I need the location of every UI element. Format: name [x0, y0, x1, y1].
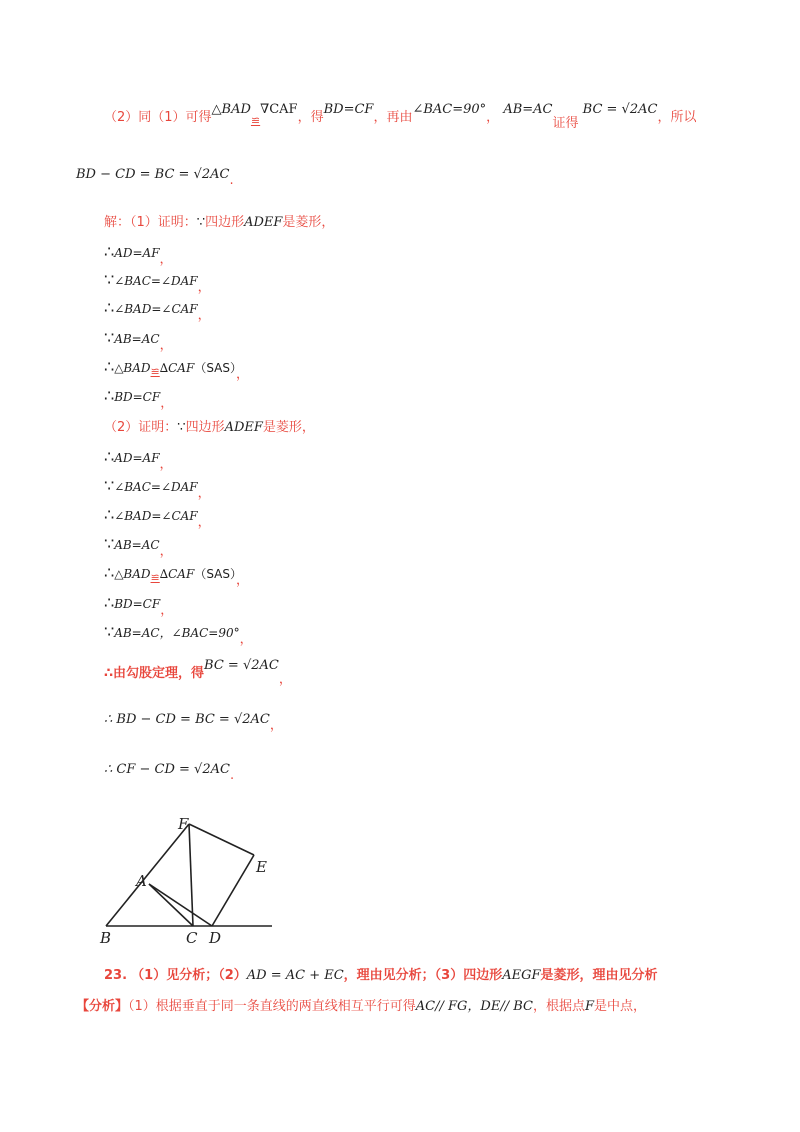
text: ，得 [297, 110, 324, 125]
math-bc-root2ac: BC = √2AC [582, 102, 658, 117]
because-symbol: ∵ [104, 622, 115, 641]
label-d: D [209, 929, 222, 947]
congruent-symbol: ≌ [250, 114, 261, 127]
math-triangle-bad: △BAD [211, 102, 251, 117]
math-bc-root2ac: BC = √2AC [204, 658, 279, 673]
label-b: B [100, 929, 112, 947]
math: AB=AC [114, 332, 160, 346]
segment-a-d [149, 884, 212, 926]
text: （1）见分析；（2） [131, 968, 247, 983]
label-f: F [178, 815, 189, 833]
math-ab-ac: AB=AC [503, 102, 553, 117]
math: △BAD [114, 361, 151, 375]
period: . [229, 173, 234, 188]
therefore-symbol: ∴ [104, 447, 115, 466]
segment-f-e [189, 824, 254, 855]
math: ∠BAC=∠DAF [114, 480, 198, 494]
because-symbol: ∵ [177, 420, 186, 435]
comma: ， [159, 252, 173, 267]
math: ∆CAF [159, 567, 195, 581]
label-a: A [136, 872, 147, 890]
math-parallel: AC// FG，DE// BC [415, 999, 533, 1014]
math: ∠BAD=∠CAF [114, 302, 198, 316]
math-cat: ∇CAF [260, 102, 298, 117]
text: 四边形 [205, 215, 245, 230]
comma: ， [269, 718, 283, 733]
math: ∆CAF [159, 361, 195, 375]
text: ∴由勾股定理，得 [104, 666, 205, 681]
comma: ， [235, 573, 249, 588]
math-adef: ADEF [224, 420, 263, 435]
math: AB=AC [114, 538, 160, 552]
therefore-symbol: ∴ [104, 357, 115, 376]
math: ∠BAD=∠CAF [114, 509, 198, 523]
math-f: F [585, 999, 595, 1014]
math: AB=AC，∠BAC=90° [114, 626, 240, 640]
sas-label: （SAS） [194, 361, 236, 375]
segment-e-d [212, 855, 254, 926]
comma: ， [159, 457, 173, 472]
math-bd-cd-bc: ∴ BD − CD = BC = √2AC [104, 712, 270, 727]
text: ，再由 [373, 110, 413, 125]
math: BD=CF [114, 390, 161, 404]
congruent-symbol: ≌ [150, 571, 160, 584]
math: AD=AF [114, 451, 160, 465]
analysis-line [76, 997, 646, 1017]
math: ∠BAC=∠DAF [114, 274, 198, 288]
text: 是菱形， [262, 420, 315, 435]
text: ，理由见分析；（3）四边形 [343, 968, 503, 983]
comma: ， [160, 603, 174, 618]
comma: ， [278, 672, 292, 687]
math-aegf: AEGF [502, 968, 541, 983]
therefore-symbol: ∴ [104, 298, 115, 317]
comma: ， [197, 515, 211, 530]
comma: ， [239, 632, 253, 647]
because-symbol: ∵ [104, 328, 115, 347]
because-symbol: ∵ [104, 476, 115, 495]
therefore-symbol: ∴ [104, 242, 115, 261]
comma: ， [159, 338, 173, 353]
text: 解：（1）证明： [104, 215, 197, 230]
math-bd-cf: BD=CF [323, 102, 374, 117]
math: △BAD [114, 567, 151, 581]
because-symbol: ∵ [104, 534, 115, 553]
text: 是菱形，理由见分析 [540, 968, 658, 983]
math-angle-bac: ∠BAC=90° [412, 102, 487, 117]
segment-a-c [149, 884, 193, 926]
because-symbol: ∵ [104, 270, 115, 289]
text: 是中点， [594, 999, 647, 1014]
therefore-symbol: ∴ [104, 593, 115, 612]
period: . [229, 768, 235, 783]
text: 四边形 [185, 420, 225, 435]
text: ，所以 [657, 110, 697, 125]
label-e: E [256, 858, 267, 876]
because-symbol: ∵ [196, 215, 206, 230]
math-ad-ac-ec: AD = AC + EC [246, 968, 344, 983]
math: BD=CF [114, 597, 161, 611]
text: ， [486, 110, 500, 125]
comma: ， [160, 396, 174, 411]
comma: ， [197, 308, 211, 323]
therefore-symbol: ∴ [104, 505, 115, 524]
comma: ， [197, 486, 211, 501]
text: （2）证明： [104, 420, 178, 435]
text: 是菱形， [282, 215, 335, 230]
congruent-symbol: ≌ [150, 365, 160, 378]
comma: ， [235, 367, 249, 382]
math: AD=AF [114, 246, 160, 260]
q23-answer [104, 966, 658, 986]
label-c: C [186, 929, 198, 947]
therefore-symbol: ∴ [104, 563, 115, 582]
comma: ， [197, 280, 211, 295]
therefore-symbol: ∴ [104, 386, 115, 405]
math-cf-cd: ∴ CF − CD = √2AC [104, 762, 230, 777]
comma: ， [159, 544, 173, 559]
math-adef: ADEF [244, 215, 283, 230]
text: （2）同（1）可得 [104, 110, 212, 125]
text: 证得 [552, 116, 579, 131]
sas-label: （SAS） [194, 567, 236, 581]
question-number: 23. [104, 968, 128, 983]
text: ，根据点 [532, 999, 585, 1014]
analysis-tag: 【分析】 [76, 999, 129, 1014]
math-bd-cd: BD − CD = BC = √2AC [76, 167, 230, 182]
text: （1）根据垂直于同一条直线的两直线相互平行可得 [128, 999, 416, 1014]
